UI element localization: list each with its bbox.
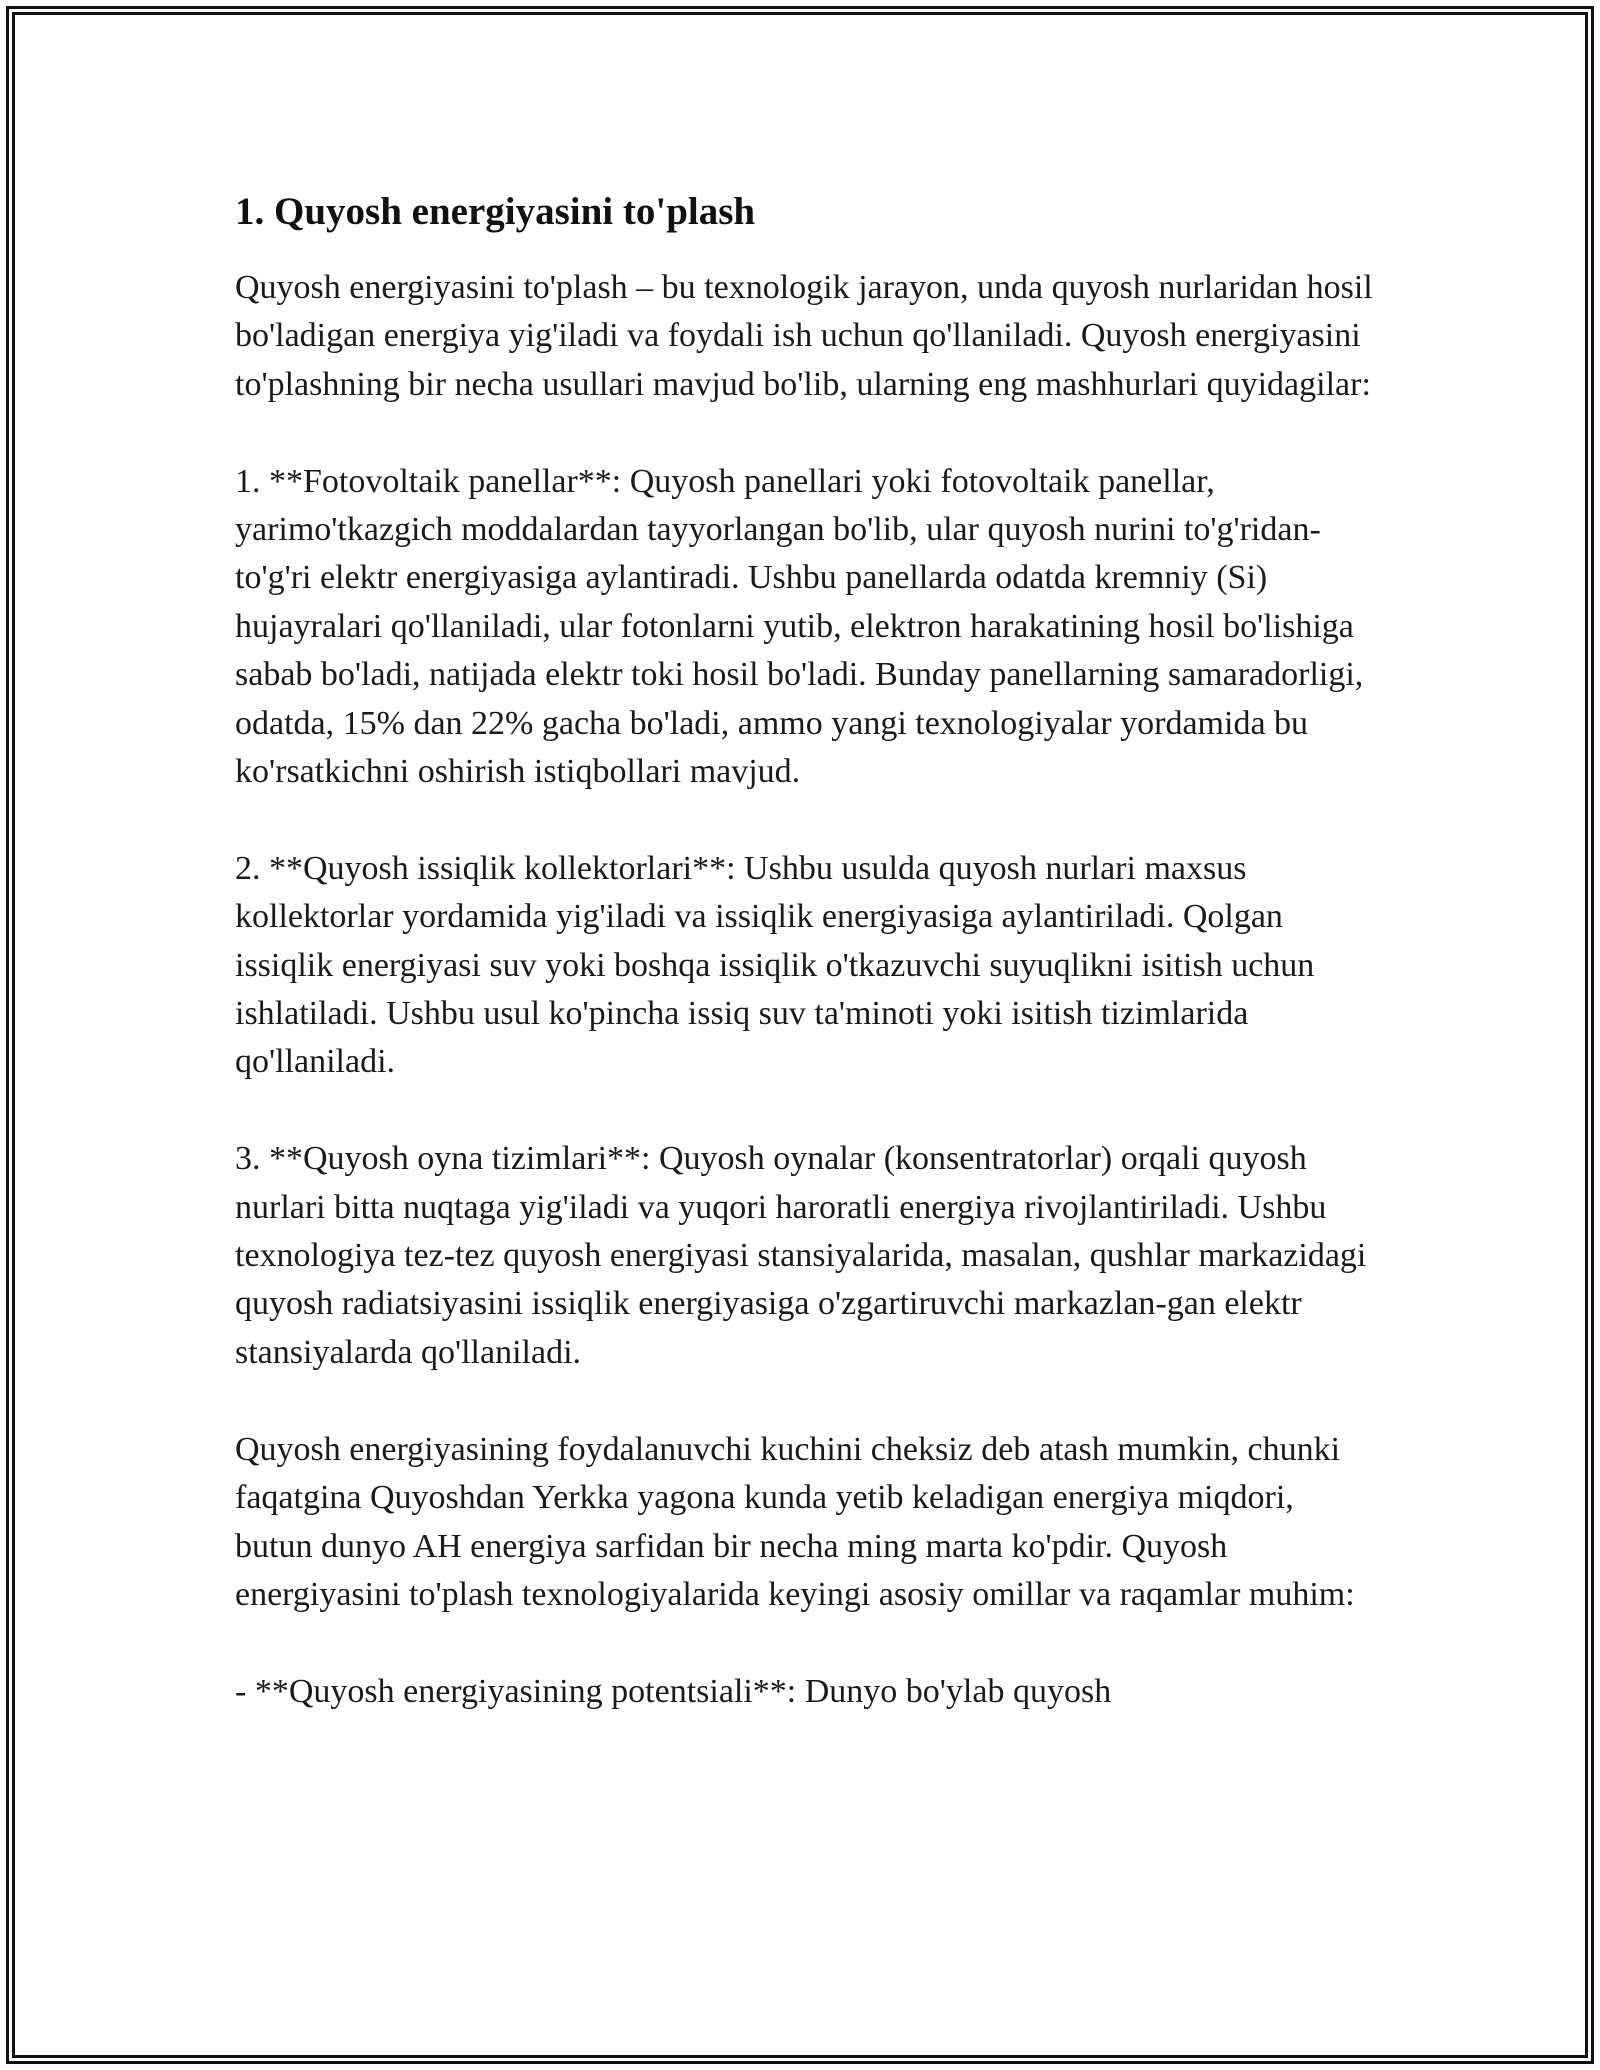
bullet-potentsial: - **Quyosh energiyasining potentsiali**: Dunyo bo'ylab quyosh (235, 1672, 1112, 1710)
summary-paragraph: Quyosh energiyasining foydalanuvchi kuchini cheksiz deb atash mumkin, chunki faqatgina Quyoshdan Yerkka yagona kunda yetib keladigan energiya miqdori, butun dunyo AH energiya sarfidan bir necha ming marta ko'pdir. Quyosh energiyasini to'plash texnologiyalarida keyingi asosiy omillar va raqamlar muhim: (235, 1430, 1355, 1613)
list-item-oyna-tizimlari: 3. **Quyosh oyna tizimlari**: Quyosh oynalar (konsentratorlar) orqali quyosh nurlari bitta nuqtaga yig'iladi va yuqori haroratli energiya rivojlantiriladi. Ushbu texnologiya tez-tez quyosh energiyasi stansiyalarida, masalan, qushlar markazidagi quyosh radiatsiyasini issiqlik energiyasiga o'zgartiruvchi markazlan-gan elektr stansiyalarda qo'llaniladi. (235, 1140, 1367, 1371)
document-body (235, 188, 1375, 1716)
page-title: 1. Quyosh energiyasini to'plash (235, 190, 756, 233)
list-item-issiqlik-kollektorlari: 2. **Quyosh issiqlik kollektorlari**: Ushbu usulda quyosh nurlari maxsus kollektorlar yordamida yig'iladi va issiqlik energiyasiga aylantiriladi. Qolgan issiqlik energiyasi suv yoki boshqa issiqlik o'tkazuvchi suyuqlikni isitish uchun ishlatiladi. Ushbu usul ko'pincha issiq suv ta'minoti yoki isitish tizimlarida qo'llaniladi. (235, 849, 1315, 1081)
list-item-fotovoltaik: 1. **Fotovoltaik panellar**: Quyosh panellari yoki fotovoltaik panellar, yarimo'tkazgich moddalardan tayyorlangan bo'lib, ular quyosh nurini to'g'ridan-to'g'ri elektr energiyasiga aylantiradi. Ushbu panellarda odatda kremniy (Si) hujayralari qo'llaniladi, ular fotonlarni yutib, elektron harakatining hosil bo'lishiga sabab bo'ladi, natijada elektr toki hosil bo'ladi. Bunday panellarning samaradorligi, odatda, 15% dan 22% gacha bo'ladi, ammo yangi texnologiyalar yordamida bu ko'rsatkichni oshirish istiqbollari mavjud. (235, 462, 1364, 791)
intro-paragraph: Quyosh energiyasini to'plash – bu texnologik jarayon, unda quyosh nurlaridan hosil bo'ladigan energiya yig'iladi va foydali ish uchun qo'llaniladi. Quyosh energiyasini to'plashning bir necha usullari mavjud bo'lib, ularning eng mashhurlari quyidagilar: (235, 269, 1373, 403)
